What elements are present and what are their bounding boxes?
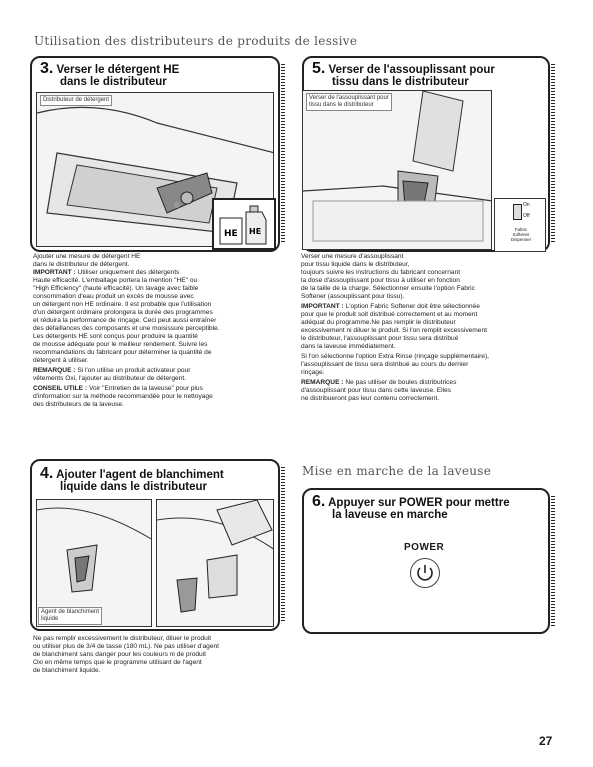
power-icon <box>411 559 439 587</box>
step4-text-line: de blanchiment liquide. <box>33 667 101 674</box>
step5-text-line: toujours suivre les instructions du fabricant concernant <box>301 269 461 276</box>
important-text-line: un détergent non HE ordinaire. Il est probable que l'utilisation <box>33 301 212 308</box>
page-number: 27 <box>539 734 553 748</box>
callout-softener-dispenser: Verser de l'assouplissant pour tissu dans le distributeur <box>306 93 392 111</box>
extra-rinse-text-line: rinçage. <box>301 369 325 376</box>
remarque-text-line: vêtements Oxi, l'ajouter au distributeur de détergent. <box>33 375 186 382</box>
step4-text-line: ou utiliser plus de 3/4 de tasse (180 mL). Ne pas utiliser d'agent <box>33 643 219 650</box>
switch-off-label: Off <box>523 213 530 219</box>
bleach-pouring-illustration-right <box>156 499 274 627</box>
step4-text-line: Ne pas remplir excessivement le distributeur, diluer le produit <box>33 635 212 642</box>
step5-text <box>301 253 561 405</box>
important-text-line: "High Efficiency" (haute efficacité). Un lavage avec faible <box>33 285 199 292</box>
step4-title: 4. Ajouter l'agent de blanchiment liquide dans le distributeur <box>40 465 224 493</box>
step4-text-line: de blanchiment sans danger pour les couleurs ni de produit <box>33 651 207 658</box>
svg-text:HE: HE <box>249 227 262 236</box>
remarque-text-line: Si l'on utilise un produit activateur pour <box>77 367 191 374</box>
step4-text <box>33 635 293 675</box>
step3-title: 3. Verser le détergent HE dans le distributeur <box>40 60 180 88</box>
important-text-line: Utiliser uniquement des détergents <box>77 269 180 276</box>
step6-title: 6. Appuyer sur POWER pour mettre la laveuse en marche <box>312 493 510 521</box>
remarque-label: REMARQUE : <box>33 367 76 374</box>
remarque-label: REMARQUE : <box>301 379 344 386</box>
extra-rinse-text-line: l'assouplissant de tissu sera distribué au cours du dernier <box>301 361 469 368</box>
step3-text-line: dans le distributeur de détergent. <box>33 261 130 268</box>
step3-text-line: Ajouter une mesure de détergent HE <box>33 253 141 260</box>
remarque-text-line: ne distribueront pas leur contenu correctement. <box>301 395 440 402</box>
step5-text-line: de la taille de la charge. Sélectionner ensuite l'option Fabric <box>301 285 475 292</box>
step5-text-line: pour tissu liquide dans le distributeur, <box>301 261 410 268</box>
remarque-text-line: Ne pas utiliser de boules distributrices <box>345 379 457 386</box>
important-text-line: et réduira la performance de rinçage. Ceci peut aussi entraîner <box>33 317 217 324</box>
switch-on-label: On <box>523 202 530 208</box>
step3-box <box>30 56 280 252</box>
important-label: IMPORTANT : <box>33 269 76 276</box>
power-button[interactable] <box>410 558 440 588</box>
section-title-dispensers: Utilisation des distributeurs de produits de lessive <box>34 34 358 48</box>
step6-box <box>302 488 550 634</box>
he-detergent-bottles-illustration <box>212 198 276 250</box>
switch-caption: Fabric Softener Dispenser <box>510 227 532 242</box>
step5-title: 5. Verser de l'assouplissant pour tissu dans le distributeur <box>312 60 495 88</box>
step5-box <box>302 56 550 252</box>
section-title-start-washer: Mise en marche de la laveuse <box>302 464 492 478</box>
callout-detergent-dispenser: Distributeur de détergent <box>40 95 112 106</box>
callout-liquid-bleach: Agent de blanchiment liquide <box>38 607 102 625</box>
step5-text-line: la dose d'assouplissant pour tissu à utiliser en fonction <box>301 277 460 284</box>
step4-text-line: Oxi en même temps que le programme utilisant de l'agent <box>33 659 202 666</box>
important-text-line: dans la laveuse immédiatement. <box>301 343 396 350</box>
conseil-label: CONSEIL UTILE : <box>33 385 88 392</box>
important-text-line: détergent à utiliser. <box>33 357 89 364</box>
fabric-softener-switch[interactable] <box>513 204 522 220</box>
step5-text-line: Verser une mesure d'assouplissant <box>301 253 404 260</box>
conseil-text-line: d'information sur la méthode recommandée pour le nettoyage <box>33 393 213 400</box>
important-text-line: recommandations du fabricant pour déterminer la quantité de <box>33 349 212 356</box>
important-text-line: pour que le produit soit distribué correctement et au moment <box>301 311 478 318</box>
extra-rinse-text-line: Si l'on sélectionne l'option Extra Rinse (rinçage supplémentaire), <box>301 353 489 360</box>
step5-text-line: Softener (assouplissant pour tissu). <box>301 293 405 300</box>
important-text-line: des défaillances des composants et une moisissure perceptible. <box>33 325 220 332</box>
important-text-line: Haute efficacité. L'emballage portera la mention "HE" ou <box>33 277 198 284</box>
important-text-line: L'option Fabric Softener doit être sélectionnée <box>345 303 480 310</box>
important-text-line: adéquat du programme.Ne pas remplir le distributeur <box>301 319 456 326</box>
svg-text:HE: HE <box>224 229 238 239</box>
important-text-line: excessivement ni diluer le produit. Si l'on remplit excessivement <box>301 327 487 334</box>
important-text-line: le distributeur, l'assouplissant pour tissu sera distribué <box>301 335 459 342</box>
important-text-line: Les détergents HE sont conçus pour produire la quantité <box>33 333 198 340</box>
conseil-text-line: des distributeurs de la laveuse. <box>33 401 124 408</box>
remarque-text-line: d'assouplissant pour tissu dans cette laveuse. Elles <box>301 387 452 394</box>
important-label: IMPORTANT : <box>301 303 344 310</box>
important-text-line: consommation d'eau produit un excès de mousse avec <box>33 293 194 300</box>
softener-dispenser-illustration <box>302 90 492 250</box>
conseil-text-line: Voir "Entretien de la laveuse" pour plus <box>88 385 203 392</box>
fabric-softener-switch-illustration <box>494 198 546 252</box>
power-label: POWER <box>404 542 445 553</box>
important-text-line: de mousse adéquate pour le meilleur rendement. Suivre les <box>33 341 208 348</box>
important-text-line: d'un détergent ordinaire prolongera la durée des programmes <box>33 309 213 316</box>
step3-text <box>33 253 293 411</box>
step4-box <box>30 459 280 631</box>
